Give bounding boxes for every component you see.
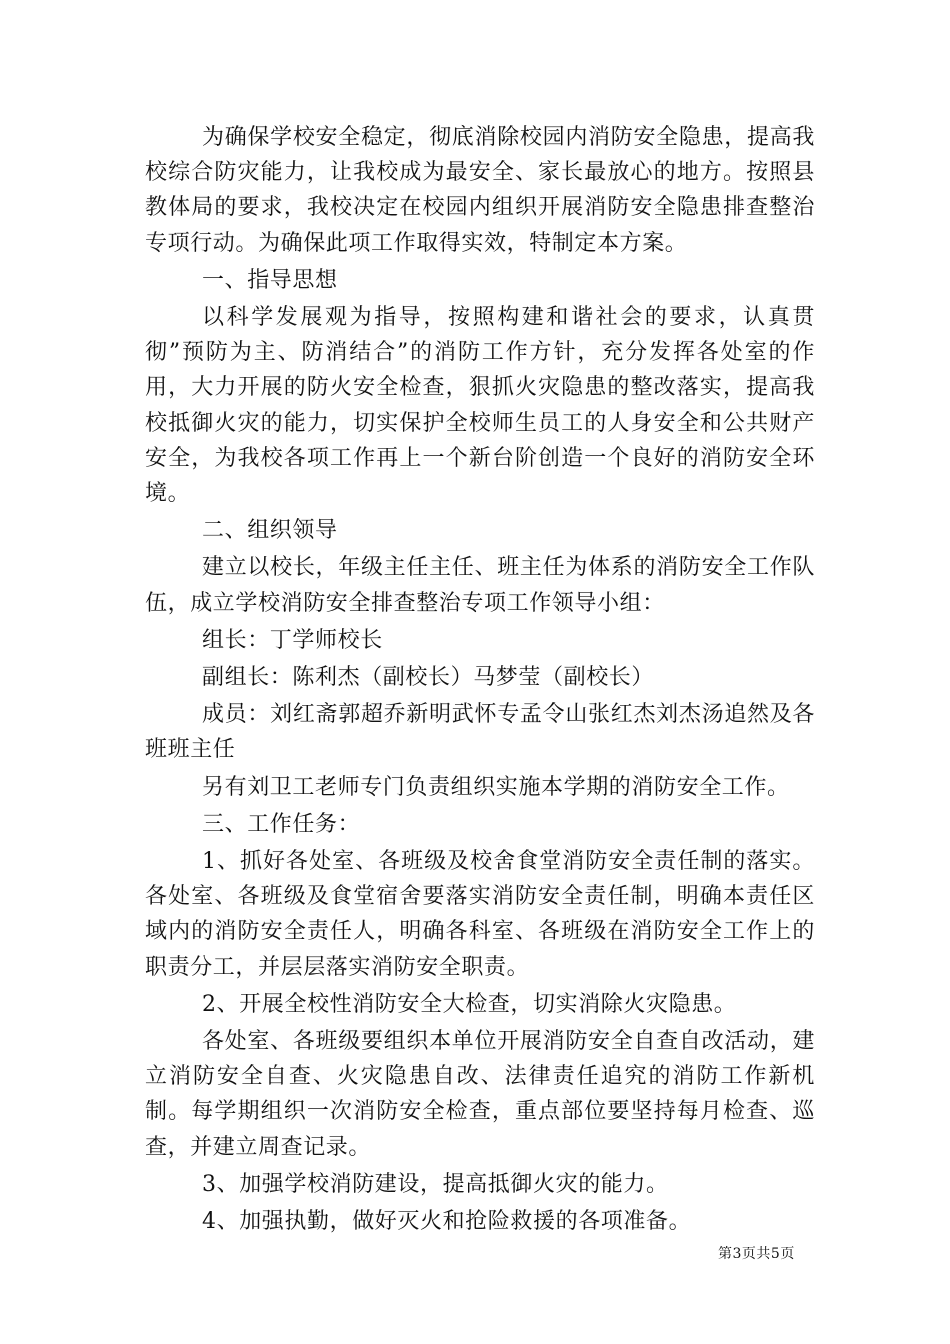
team-leader-line: 组长：丁学师校长 (202, 627, 383, 653)
task-2-heading: 2、开展全校性消防安全大检查，切实消除火灾隐患。 (202, 991, 737, 1017)
intro-paragraph: 为确保学校安全稳定，彻底消除校园内消防安全隐患，提高我校综合防灾能力，让我校成为最安全、家长最放心的地方。按照县教体局的要求，我校决定在校园内组织开展消防安全隐患排查整治专项行动。为确保此项工作取得实效，特制定本方案。 (145, 125, 815, 256)
section-heading-guiding-ideology: 一、指导思想 (202, 267, 338, 293)
task-3-heading: 3、加强学校消防建设，提高抵御火灾的能力。 (202, 1171, 669, 1197)
page-number: 第3页共5页 (718, 1246, 795, 1262)
section-heading-organization: 二、组织领导 (202, 518, 338, 544)
guiding-ideology-paragraph: 以科学发展观为指导，按照构建和谐社会的要求，认真贯彻”预防为主、防消结合”的消防工作方针，充分发挥各处室的作用，大力开展的防火安全检查，狠抓火灾隐患的整改落实，提高我校抵御火灾的能力，切实保护全校师生员工的人身安全和公共财产安全，为我校各项工作再上一个新台阶创造一个良好的消防安全环境。 (145, 305, 815, 507)
deputy-leader-line: 副组长：陈利杰（副校长）马梦莹（副校长） (202, 665, 655, 691)
organization-paragraph: 建立以校长，年级主任主任、班主任为体系的消防安全工作队伍，成立学校消防安全排查整治专项工作领导小组： (145, 555, 815, 616)
document-body (145, 120, 815, 1239)
responsible-teacher-line: 另有刘卫工老师专门负责组织实施本学期的消防安全工作。 (202, 774, 790, 800)
section-heading-tasks: 三、工作任务： (202, 811, 361, 837)
task-1-paragraph: 1、抓好各处室、各班级及校舍食堂消防安全责任制的落实。各处室、各班级及食堂宿舍要落实消防安全责任制，明确本责任区域内的消防安全责任人，明确各科室、各班级在消防安全工作上的职责分工，并层层落实消防安全职责。 (145, 849, 815, 980)
task-4-heading: 4、加强执勤，做好灭火和抢险救援的各项准备。 (202, 1209, 692, 1235)
members-line: 成员：刘红斋郭超乔新明武怀专孟令山张红杰刘杰汤追然及各班班主任 (145, 702, 815, 763)
task-2-paragraph: 各处室、各班级要组织本单位开展消防安全自查自改活动，建立消防安全自查、火灾隐患自改、法律责任追究的消防工作新机制。每学期组织一次消防安全检查，重点部位要坚持每月检查、巡查，并建立周查记录。 (145, 1029, 815, 1160)
